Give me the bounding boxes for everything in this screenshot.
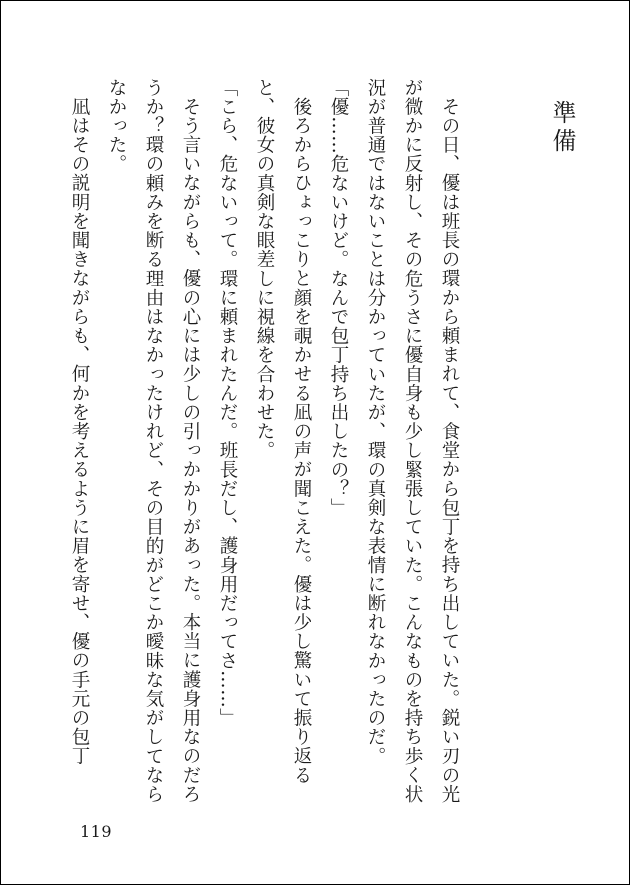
page-number: 119 [80, 822, 113, 841]
paragraph-6: 凪はその説明を聞きながらも、何かを考えるように眉を寄せ、優の手元の包丁 [69, 96, 90, 765]
paragraph-3: 後ろからひょっこりと顔を覗かせる凪の声が聞こえた。優は少し驚いて振り返ると、彼女の真剣な眼差しに視線を合わせた。 [254, 78, 312, 785]
paragraph-1: その日、優は班長の環から頼まれて、食堂から包丁を持ち出していた。鋭い刃の光が微かに反射し、その危うさに優自身も少し緊張していた。こんなものを持ち歩く状況が普通ではないことは分かっていたが、環の真剣な表情に断れなかったのだ。 [365, 78, 460, 804]
paragraph-4-dialogue: 「こら、危ないって。環に頼まれたんだ。班長だし、護身用だってさ……」 [217, 78, 238, 728]
paragraph-2-dialogue: 「優……危ないけど。なんで包丁持ち出したの？」 [328, 78, 349, 518]
chapter-title: 準備 [548, 100, 576, 156]
paragraph-5: そう言いながらも、優の心には少しの引っかかりがあった。本当に護身用なのだろうか？環の頼みを断る理由はなかったけれど、その目的がどこか曖昧な気がしてならなかった。 [106, 78, 201, 804]
body-text [38, 78, 468, 818]
